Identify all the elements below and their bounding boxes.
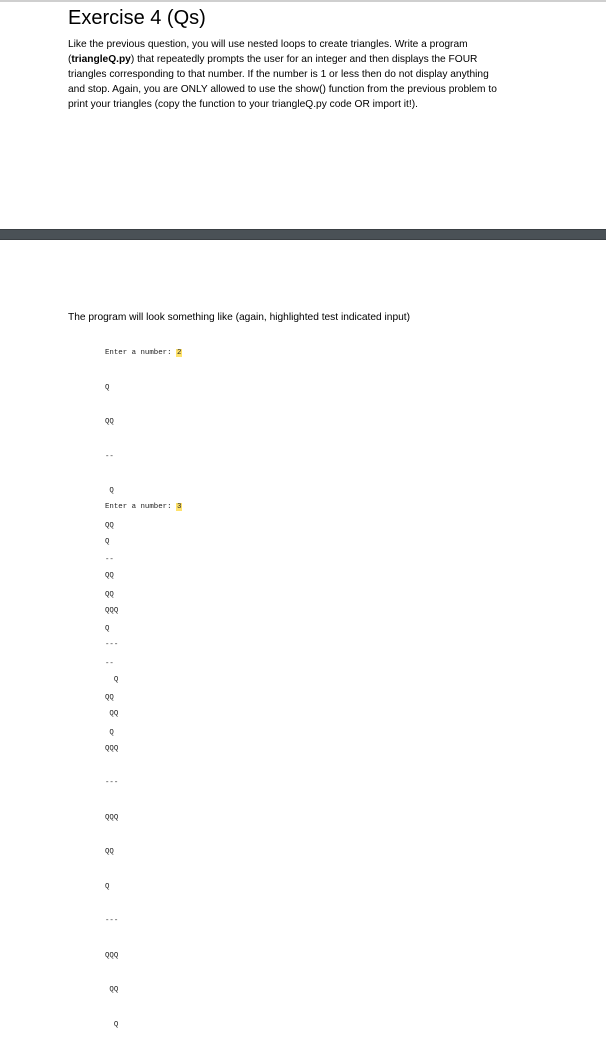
intro-line-5: print your triangles (copy the function to your triangleQ.py code OR import it!). — [68, 99, 418, 110]
output-line: -- — [105, 556, 114, 564]
output-line: Q — [105, 882, 110, 891]
output-line: Q — [105, 487, 114, 495]
intro-line-2-rest: ) that repeatedly prompts the user for an integer and then displays the FOUR — [130, 54, 478, 65]
output-line: -- — [105, 452, 114, 461]
intro-line-3: triangles corresponding to that number. If the number is 1 or less then do not display anything — [68, 69, 489, 80]
output-line: -- — [105, 659, 114, 668]
sample-output-2 — [105, 479, 182, 1043]
output-line: Q — [105, 537, 110, 546]
page-break-divider — [0, 229, 606, 240]
intro-line-4: and stop. Again, you are ONLY allowed to use the show() function from the previous problem to — [68, 84, 497, 95]
output-line: --- — [105, 779, 119, 787]
output-line: Q — [105, 728, 114, 737]
intro-line-2 — [68, 52, 548, 67]
page-title: Exercise 4 (Qs) — [68, 7, 206, 29]
output-line: Q — [105, 625, 110, 633]
output-line: Q — [105, 1020, 119, 1029]
prompt-line — [105, 502, 182, 514]
output-line: QQ — [105, 986, 119, 994]
prompt-line — [105, 348, 182, 360]
highlighted-input: 3 — [176, 503, 182, 511]
intro-paren-open: ( — [68, 54, 72, 65]
output-line: QQQ — [105, 951, 119, 960]
output-line: QQ — [105, 521, 114, 530]
output-line: --- — [105, 917, 119, 925]
output-line: QQ — [105, 418, 114, 426]
intro-paragraph — [68, 37, 548, 112]
output-line: Q — [105, 675, 119, 684]
page-top-rule — [0, 0, 606, 2]
output-line: Q — [105, 383, 110, 392]
output-line: QQQ — [105, 606, 119, 615]
output-line: QQQ — [105, 744, 119, 753]
output-line: QQ — [105, 572, 114, 580]
prompt-text: Enter a number: — [105, 349, 176, 357]
filename-emphasis: triangleQ.py — [71, 54, 131, 65]
prompt-text: Enter a number: — [105, 503, 176, 511]
output-line: QQ — [105, 694, 114, 702]
output-line: QQ — [105, 590, 114, 599]
highlighted-input: 2 — [176, 349, 182, 357]
sample-lead-text: The program will look something like (again, highlighted test indicated input) — [68, 312, 411, 323]
output-line: --- — [105, 641, 119, 649]
intro-line-1: Like the previous question, you will use nested loops to create triangles. Write a program — [68, 39, 468, 50]
output-line: QQ — [105, 710, 119, 718]
output-line: QQ — [105, 848, 114, 856]
output-line: QQQ — [105, 813, 119, 822]
